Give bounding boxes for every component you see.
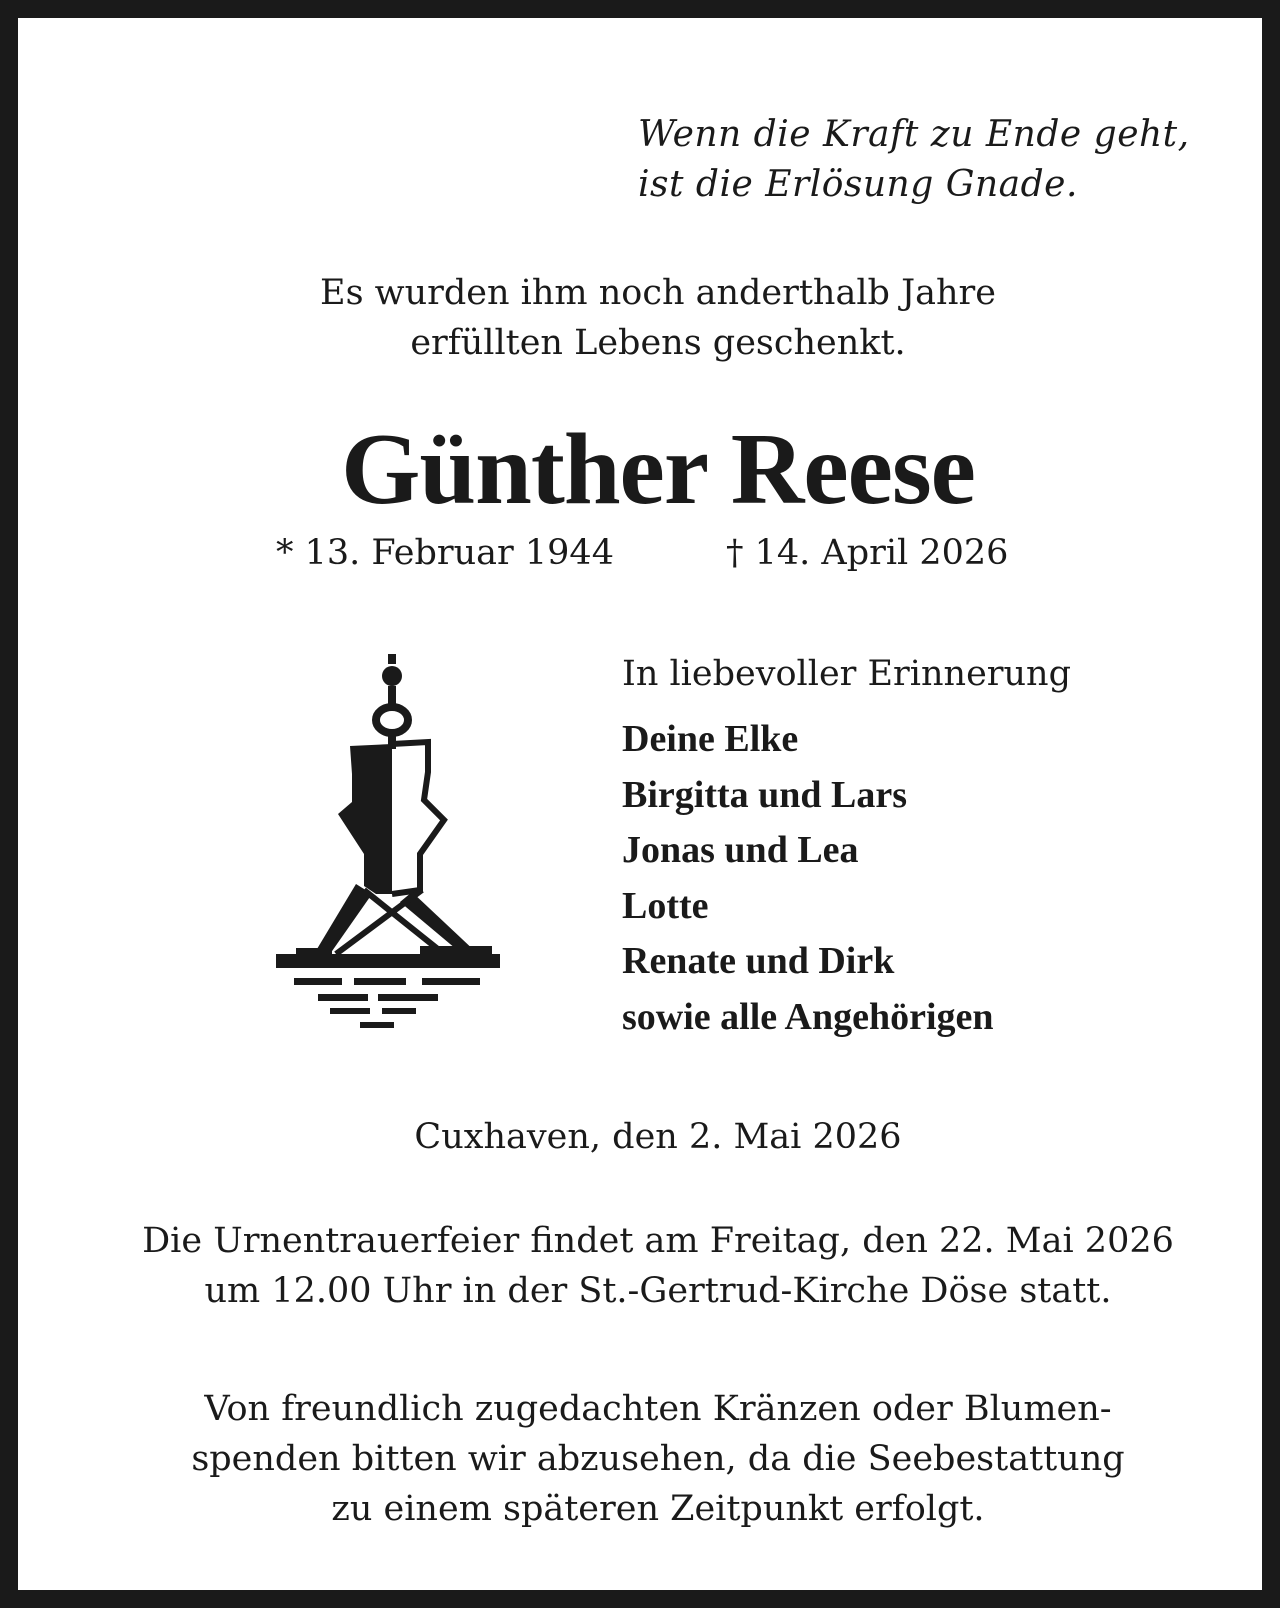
mourner-name: Lotte: [622, 884, 709, 927]
motto-line: Wenn die Kraft zu Ende geht,: [638, 114, 1190, 155]
place-date: Cuxhaven, den 2. Mai 2026: [414, 1117, 902, 1157]
birth-date: * 13. Februar 1944: [276, 533, 614, 573]
flowers-note: [18, 1384, 1280, 1534]
kugelbake-beacon-icon: [272, 654, 512, 1054]
motto-line: ist die Erlösung Gnade.: [638, 164, 1078, 205]
mourners-list: [622, 712, 994, 1045]
deceased-name: Günther Reese: [341, 413, 975, 526]
death-date: † 14. April 2026: [726, 533, 1009, 573]
intro-text: [18, 268, 1280, 368]
flowers-line: Von freundlich zugedachten Kränzen oder Blumen-: [204, 1389, 1112, 1429]
mourner-name: Jonas und Lea: [622, 829, 859, 871]
flowers-line: zu einem späteren Zeitpunkt erfolgt.: [331, 1489, 985, 1529]
mourner-name: Deine Elke: [622, 718, 799, 760]
flowers-line: spenden bitten wir abzusehen, da die Seebestattung: [191, 1439, 1125, 1479]
intro-line: erfüllten Lebens geschenkt.: [410, 323, 906, 363]
ceremony-line: um 12.00 Uhr in der St.-Gertrud-Kirche Döse statt.: [204, 1271, 1112, 1311]
motto-quote: [638, 110, 1258, 210]
ceremony-line: Die Urnentrauerfeier findet am Freitag, den 22. Mai 2026: [142, 1221, 1174, 1261]
memory-label: In liebevoller Erinnerung: [622, 654, 1072, 694]
mourner-name: Birgitta und Lars: [622, 773, 908, 816]
intro-line: Es wurden ihm noch anderthalb Jahre: [320, 273, 996, 313]
ceremony-notice: [18, 1216, 1280, 1316]
mourner-name: Renate und Dirk: [622, 940, 895, 982]
mourner-name: sowie alle Angehörigen: [622, 995, 994, 1038]
